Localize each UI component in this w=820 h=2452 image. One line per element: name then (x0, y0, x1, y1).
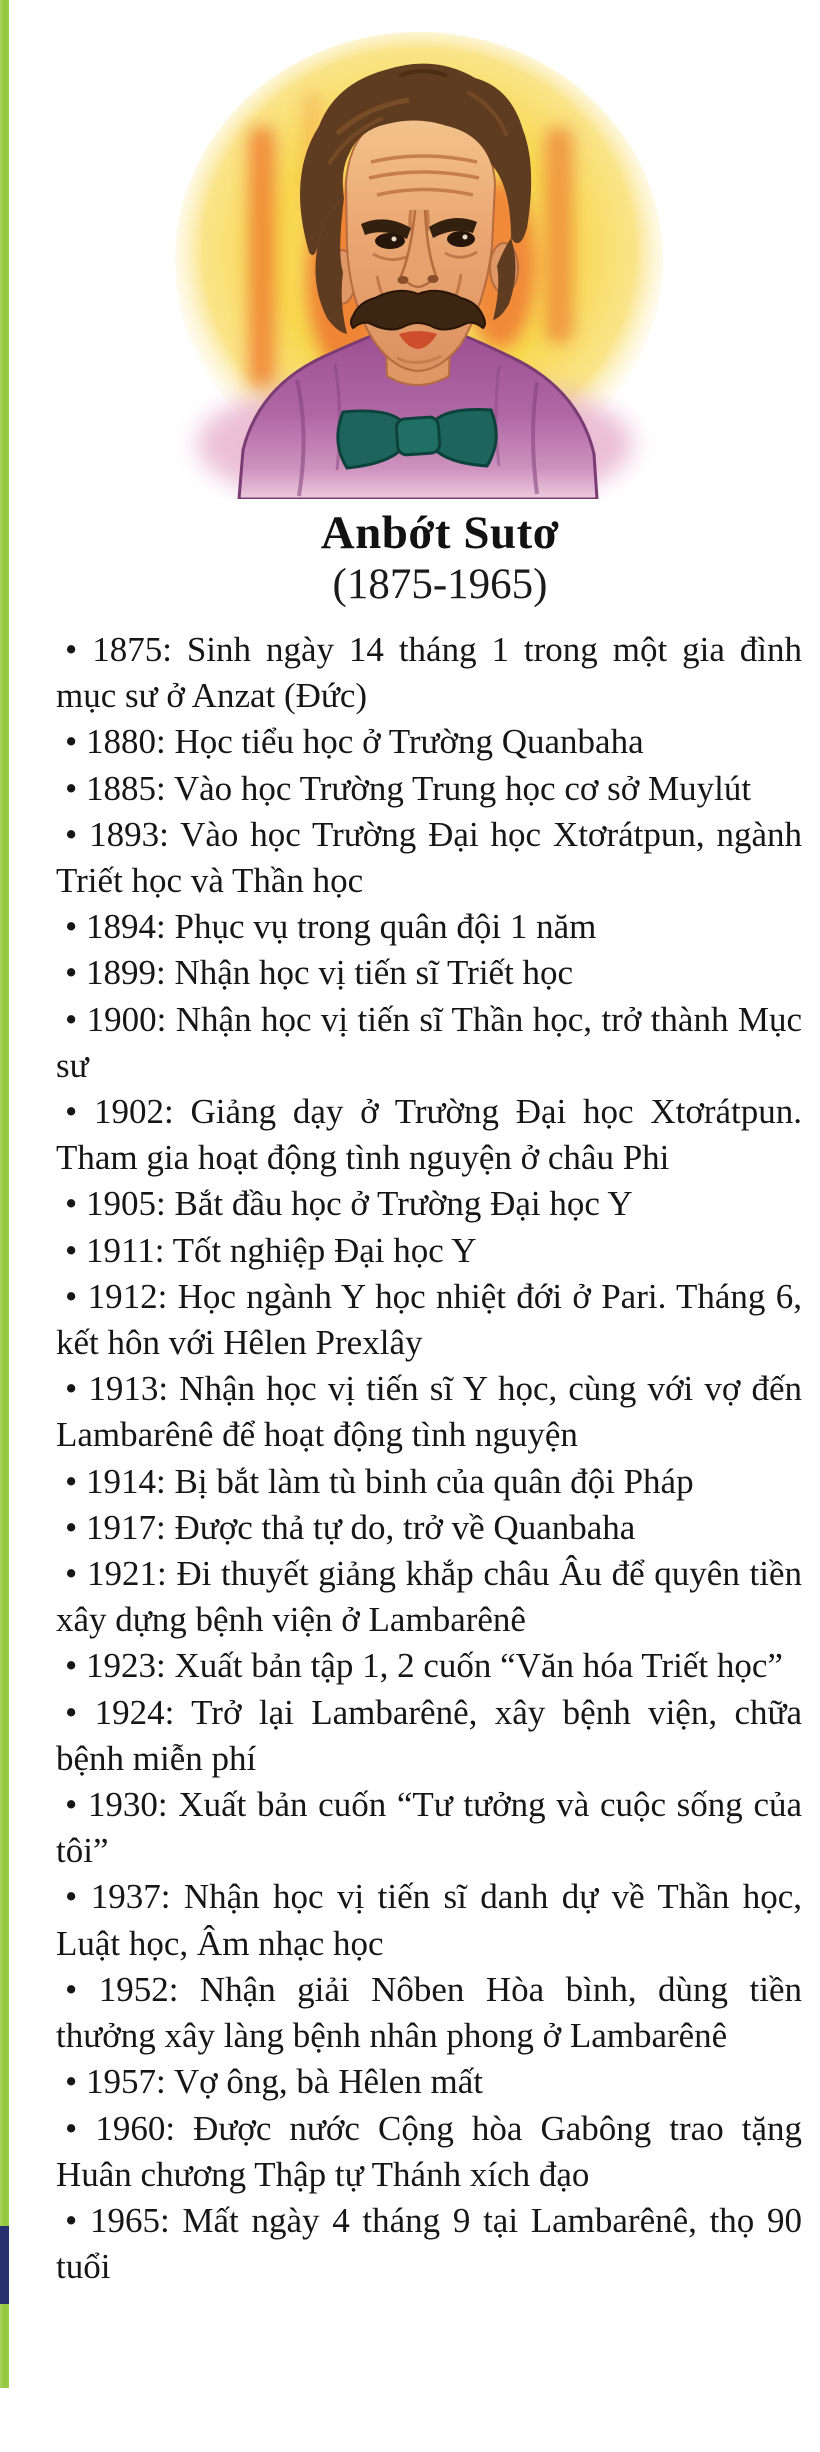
timeline-entry (56, 1551, 802, 1643)
bullet-icon: • (65, 1092, 78, 1132)
life-span: (1875-1965) (332, 561, 548, 608)
timeline-year: 1924: (94, 1692, 175, 1732)
timeline-year: 1930: (87, 1785, 168, 1825)
bullet-icon: • (65, 2200, 78, 2240)
timeline-year: 1900: (86, 999, 167, 1039)
timeline-entry (56, 1874, 802, 1966)
bullet-icon: • (65, 953, 78, 993)
bullet-icon: • (65, 768, 78, 808)
timeline-text: Mất ngày 4 tháng 9 tại Lambarênê, thọ 90 tuổi (56, 2200, 803, 2287)
bullet-icon: • (65, 814, 78, 854)
timeline-year: 1905: (86, 1184, 166, 1224)
timeline-entry (56, 2198, 802, 2290)
timeline-text: Phục vụ trong quân đội 1 năm (174, 907, 597, 947)
bullet-icon: • (65, 1276, 78, 1316)
bullet-icon: • (65, 1646, 78, 1686)
timeline-year: 1914: (86, 1461, 166, 1501)
timeline-year: 1921: (86, 1554, 167, 1594)
timeline-text: Nhận học vị tiến sĩ Y học, cùng với vợ đến Lambarênê để hoạt động tình nguyện (56, 1369, 803, 1455)
timeline-entry (56, 1181, 802, 1227)
bullet-icon: • (65, 1785, 78, 1825)
timeline-text: Nhận học vị tiến sĩ Triết học (174, 953, 574, 993)
timeline-text: Bị bắt làm tù binh của quân đội Pháp (174, 1461, 694, 1501)
timeline-text: Xuất bản cuốn “Tư tưởng và cuộc sống của tôi” (56, 1785, 803, 1871)
timeline-text: Nhận học vị tiến sĩ danh dự về Thần học, Luật học, Âm nhạc học (56, 1877, 803, 1963)
timeline-entry (56, 1228, 802, 1274)
timeline-text: Nhận học vị tiến sĩ Thần học, trở thành Mục sư (56, 999, 803, 1085)
timeline-list (56, 627, 802, 2290)
spine-navy-block (0, 2226, 9, 2304)
timeline-year: 1917: (86, 1507, 166, 1547)
timeline-text: Nhận giải Nôben Hòa bình, dùng tiền thưởng xây làng bệnh nhân phong ở Lambarênê (56, 1969, 802, 2056)
timeline-text: Đi thuyết giảng khắp châu Âu để quyên tiền xây dựng bệnh viện ở Lambarênê (56, 1554, 802, 1640)
timeline-entry (56, 719, 802, 765)
portrait-illustration (147, 14, 692, 499)
timeline-entry (56, 1089, 802, 1181)
timeline-entry (56, 904, 802, 950)
spine-strip (0, 0, 9, 2388)
timeline-entry (56, 812, 802, 904)
bullet-icon: • (65, 1969, 78, 2009)
bullet-icon: • (65, 907, 78, 947)
timeline-year: 1923: (86, 1646, 166, 1686)
timeline-entry (56, 2106, 802, 2198)
bullet-icon: • (65, 1461, 78, 1501)
timeline-text: Tốt nghiệp Đại học Y (172, 1230, 477, 1270)
timeline-year: 1899: (86, 953, 166, 993)
timeline-year: 1913: (88, 1369, 169, 1409)
timeline-entry (56, 1274, 802, 1366)
bullet-icon: • (65, 2062, 78, 2102)
right-nostril (428, 275, 439, 283)
timeline-entry (56, 1643, 802, 1689)
bullet-icon: • (65, 1554, 78, 1594)
timeline-entry (56, 1690, 802, 1782)
bullet-icon: • (65, 722, 78, 762)
timeline-entry (56, 627, 802, 719)
timeline-year: 1893: (89, 814, 169, 854)
bullet-icon: • (65, 1369, 78, 1409)
bullet-icon: • (65, 630, 78, 669)
timeline-year: 1965: (89, 2200, 170, 2240)
timeline-year: 1960: (95, 2108, 176, 2148)
timeline-year: 1880: (86, 722, 166, 762)
left-nostril (398, 276, 409, 284)
bullet-icon: • (65, 1184, 78, 1224)
timeline-text: Giảng dạy ở Trường Đại học Xtơrátpun. Tham gia hoạt động tình nguyện ở châu Phi (56, 1092, 803, 1178)
bullet-icon: • (65, 1230, 78, 1270)
timeline-text: Được nước Cộng hòa Gabông trao tặng Huân chương Thập tự Thánh xích đạo (56, 2108, 803, 2194)
timeline-year: 1902: (94, 1092, 174, 1132)
timeline-entry (56, 1505, 802, 1551)
timeline-year: 1937: (90, 1877, 171, 1917)
timeline-entry (56, 1459, 802, 1505)
bullet-icon: • (65, 1877, 78, 1917)
page-title: Anbớt Sutơ (320, 507, 560, 559)
timeline-entry (56, 1967, 802, 2059)
bullet-icon: • (65, 1692, 78, 1732)
timeline-entry (56, 1782, 802, 1874)
timeline-text: Học ngành Y học nhiệt đới ở Pari. Tháng 6, kết hôn với Hêlen Prexlây (56, 1276, 803, 1363)
timeline-entry (56, 2059, 802, 2105)
timeline-year: 1952: (98, 1969, 179, 2009)
timeline-entry (56, 766, 802, 812)
timeline-year: 1875: (92, 630, 172, 669)
timeline-text: Xuất bản tập 1, 2 cuốn “Văn hóa Triết học” (174, 1646, 783, 1686)
bullet-icon: • (65, 999, 78, 1039)
timeline-text: Sinh ngày 14 tháng 1 trong một gia đình mục sư ở Anzat (Đức) (56, 630, 802, 716)
timeline-entry (56, 997, 802, 1089)
timeline-text: Vào học Trường Trung học cơ sở Muylút (173, 768, 752, 808)
bullet-icon: • (65, 2108, 78, 2148)
timeline-text: Vào học Trường Đại học Xtơrátpun, ngành Triết học và Thần học (56, 814, 802, 901)
timeline-year: 1894: (86, 907, 166, 947)
timeline-year: 1912: (87, 1276, 168, 1316)
timeline-entry (56, 1366, 802, 1458)
timeline-text: Bắt đầu học ở Trường Đại học Y (174, 1184, 633, 1224)
timeline-year: 1957: (86, 2062, 166, 2102)
timeline-entry (56, 950, 802, 996)
timeline-text: Trở lại Lambarênê, xây bệnh viện, chữa bệnh miễn phí (56, 1692, 803, 1778)
timeline-text: Vợ ông, bà Hêlen mất (173, 2062, 483, 2102)
bullet-icon: • (65, 1507, 78, 1547)
timeline-year: 1911: (86, 1230, 165, 1270)
portrait-svg (147, 14, 692, 499)
timeline-text: Được thả tự do, trở về Quanbaha (174, 1507, 636, 1547)
timeline-year: 1885: (86, 768, 166, 808)
timeline-text: Học tiểu học ở Trường Quanbaha (174, 722, 644, 762)
